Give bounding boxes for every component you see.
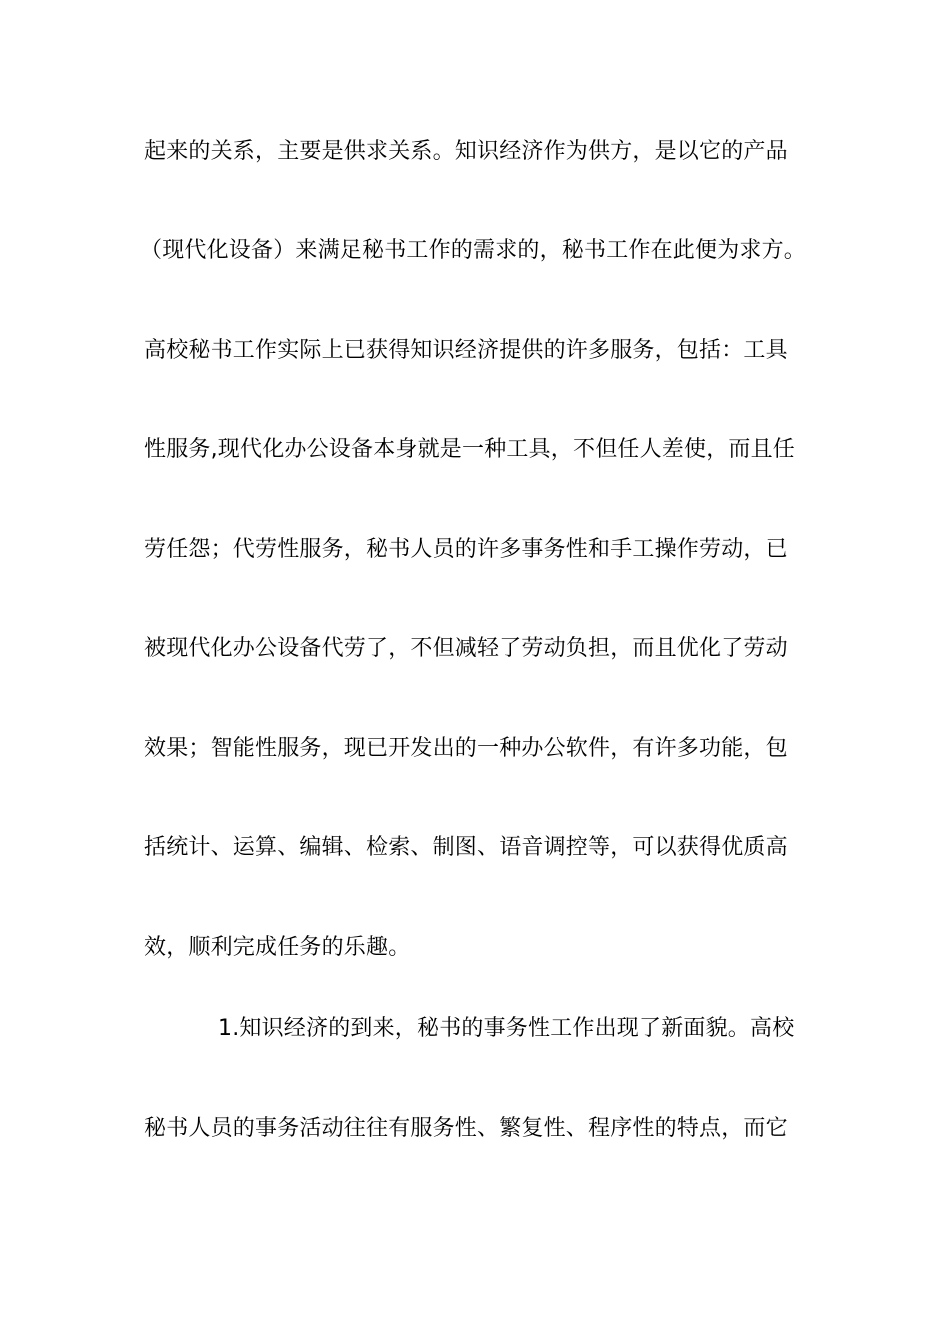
paragraph-line: 性服务,现代化办公设备本身就是一种工具，不但任人差使，而且任 [144, 437, 795, 462]
paragraph-line: 起来的关系，主要是供求关系。知识经济作为供方，是以它的产品 [144, 139, 788, 164]
paragraph-line: 被现代化办公设备代劳了，不但减轻了劳动负担，而且优化了劳动 [144, 636, 788, 661]
paragraph-line-indented: 1.知识经济的到来，秘书的事务性工作出现了新面貌。高校 [218, 1016, 795, 1041]
paragraph-line: 高校秘书工作实际上已获得知识经济提供的许多服务，包括：工具 [144, 338, 788, 363]
paragraph-line: 秘书人员的事务活动往往有服务性、繁复性、程序性的特点，而它 [144, 1116, 788, 1141]
paragraph-line: 劳任怨；代劳性服务，秘书人员的许多事务性和手工操作劳动，已 [144, 537, 788, 562]
paragraph-line: （现代化设备）来满足秘书工作的需求的，秘书工作在此便为求方。 [140, 238, 807, 263]
paragraph-line: 效，顺利完成任务的乐趣。 [144, 935, 411, 960]
paragraph-line: 括统计、运算、编辑、检索、制图、语音调控等，可以获得优质高 [144, 835, 788, 860]
paragraph-line: 效果；智能性服务，现已开发出的一种办公软件，有许多功能，包 [144, 736, 788, 761]
